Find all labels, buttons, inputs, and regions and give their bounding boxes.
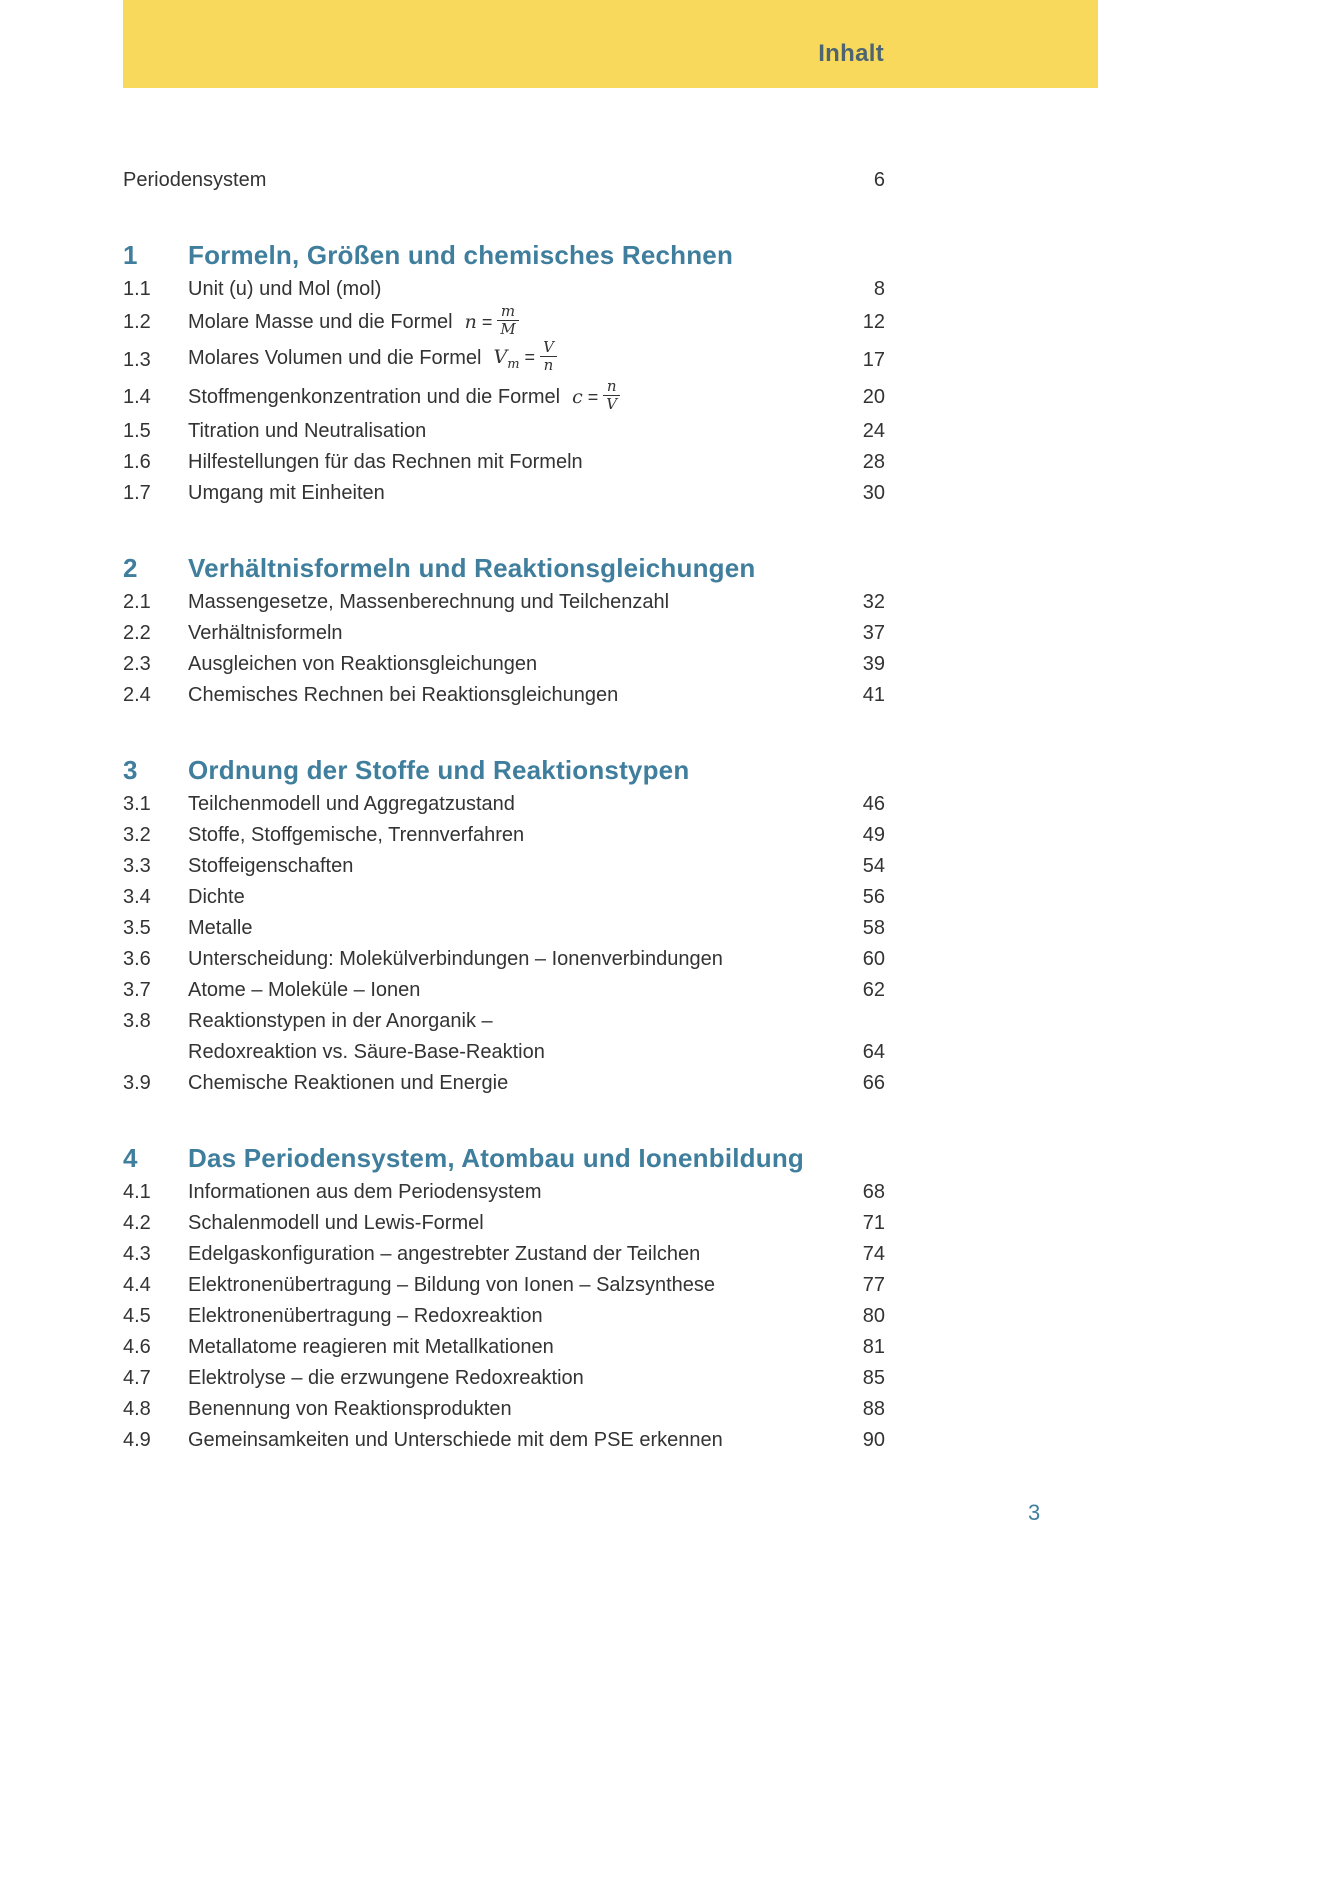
formula-variable: n	[464, 310, 477, 333]
chapter-number: 1	[123, 240, 138, 270]
section-title-text: Titration und Neutralisation	[188, 419, 427, 442]
section-title-text: Elektronenübertragung – Redoxreaktion	[188, 1304, 543, 1327]
toc-entry-3.6	[123, 944, 885, 975]
section-number: 3.1	[123, 792, 151, 815]
section-title-text: Verhältnisformeln	[188, 621, 343, 644]
section-title: Periodensystem	[123, 169, 267, 191]
toc-entry-4.2	[123, 1208, 885, 1239]
inline-formula	[493, 337, 556, 374]
section-title-text: Metallatome reagieren mit Metallkationen	[188, 1335, 554, 1358]
section-page: 49	[862, 823, 885, 846]
section-number: 4.1	[123, 1180, 151, 1203]
section-page: 81	[862, 1335, 885, 1358]
section-page: 37	[862, 621, 885, 644]
toc-entry-3.7	[123, 975, 885, 1006]
section-title	[188, 1208, 815, 1239]
fraction-numerator: V	[543, 337, 554, 356]
section-title	[188, 302, 815, 341]
section-title	[188, 913, 815, 944]
section-title-text: Dichte	[188, 885, 245, 908]
section-title-text-line2: Redoxreaktion vs. Säure-Base-Reaktion	[188, 1040, 545, 1063]
section-title-text: Hilfestellungen für das Rechnen mit Formeln	[188, 450, 583, 473]
section-page: 46	[862, 792, 885, 815]
inline-formula	[464, 302, 519, 339]
section-number: 3.3	[123, 854, 151, 877]
toc-entry-4.1	[123, 1177, 885, 1208]
section-title-text: Teilchenmodell und Aggregatzustand	[188, 792, 515, 815]
chapter-title: Verhältnisformeln und Reaktionsgleichungen	[188, 552, 756, 583]
section-title-text: Elektronenübertragung – Bildung von Ionen – Salzsynthese	[188, 1273, 716, 1296]
fraction-denominator: n	[540, 356, 557, 374]
section-page: 71	[862, 1211, 885, 1234]
section-page: 12	[862, 311, 885, 334]
chapter-4	[123, 1140, 885, 1456]
formula-variable: V	[493, 346, 508, 369]
section-number: 3.9	[123, 1071, 151, 1094]
section-page: 58	[862, 916, 885, 939]
section-number: 1.4	[123, 386, 151, 409]
section-title	[188, 1301, 815, 1332]
toc-entry-3.5	[123, 913, 885, 944]
fraction-numerator: m	[500, 302, 516, 320]
section-number: 4.7	[123, 1366, 151, 1389]
section-title-text: Umgang mit Einheiten	[188, 481, 385, 504]
toc-entry-1.2	[123, 302, 885, 341]
chapter-title: Das Periodensystem, Atombau und Ionenbildung	[188, 1142, 805, 1173]
section-title	[188, 944, 815, 975]
section-title	[188, 618, 815, 649]
section-page: 28	[862, 450, 885, 473]
section-title	[188, 975, 815, 1006]
section-number: 4.2	[123, 1211, 151, 1234]
section-number: 1.7	[123, 481, 151, 504]
toc-entry-3.3	[123, 851, 885, 882]
chapter-heading	[123, 752, 885, 789]
chapter-number: 2	[123, 552, 138, 583]
section-title-text: Benennung von Reaktionsprodukten	[188, 1397, 512, 1420]
toc-entry-3.1	[123, 789, 885, 820]
section-title-text: Edelgaskonfiguration – angestrebter Zustand der Teilchen	[188, 1242, 701, 1265]
toc-entry-2.2	[123, 618, 885, 649]
toc-entry-4.6	[123, 1332, 885, 1363]
toc-entry-1.5	[123, 416, 885, 447]
section-number: 2.2	[123, 621, 151, 644]
section-page: 56	[862, 885, 885, 908]
section-title	[188, 1394, 815, 1425]
toc-entry-1.7	[123, 478, 885, 509]
chapter-1	[123, 237, 885, 509]
chapter-heading	[123, 1140, 885, 1177]
section-page: 39	[862, 652, 885, 675]
section-title-text: Metalle	[188, 916, 253, 939]
section-page: 64	[862, 1040, 885, 1063]
section-page: 68	[862, 1180, 885, 1203]
section-number: 4.9	[123, 1428, 151, 1451]
section-title	[188, 851, 815, 882]
toc-entry-3.2	[123, 820, 885, 851]
toc-entry-3.4	[123, 882, 885, 913]
section-title	[188, 1177, 815, 1208]
section-page: 20	[862, 386, 885, 409]
section-title-text: Atome – Moleküle – Ionen	[188, 978, 421, 1001]
section-title	[188, 1363, 815, 1394]
section-page: 80	[862, 1304, 885, 1327]
fraction	[540, 339, 557, 375]
fraction	[497, 303, 518, 339]
fraction-denominator: V	[603, 395, 620, 413]
section-number: 4.5	[123, 1304, 151, 1327]
section-number: 3.6	[123, 947, 151, 970]
section-page: 30	[862, 481, 885, 504]
fraction	[603, 378, 620, 414]
chapter-number: 3	[123, 754, 138, 785]
section-title-text: Stoffmengenkonzentration und die Formel	[188, 385, 561, 408]
section-page: 54	[862, 854, 885, 877]
section-title	[188, 416, 815, 447]
section-number: 2.3	[123, 652, 151, 675]
toc-entry-periodensystem	[123, 165, 885, 196]
section-title	[188, 649, 815, 680]
section-title-text: Ausgleichen von Reaktionsgleichungen	[188, 652, 538, 675]
section-number: 1.1	[123, 278, 151, 300]
section-page: 77	[862, 1273, 885, 1296]
table-of-contents	[123, 165, 885, 1456]
section-title	[188, 1239, 815, 1270]
toc-entry-2.1	[123, 587, 885, 618]
section-title-text: Reaktionstypen in der Anorganik –	[188, 1009, 493, 1032]
section-title-text: Elektrolyse – die erzwungene Redoxreaktion	[188, 1366, 584, 1389]
section-page: 88	[862, 1397, 885, 1420]
section-title	[188, 789, 815, 820]
toc-entry-4.3	[123, 1239, 885, 1270]
section-page: 60	[862, 947, 885, 970]
section-page: 85	[862, 1366, 885, 1389]
page-header-title: Inhalt	[818, 40, 884, 67]
section-page: 90	[862, 1428, 885, 1451]
section-page: 74	[862, 1242, 885, 1265]
toc-entry-4.7	[123, 1363, 885, 1394]
section-title-text: Molares Volumen und die Formel	[188, 346, 482, 369]
chapter-heading	[123, 550, 885, 587]
chapter-title: Ordnung der Stoffe und Reaktionstypen	[188, 754, 690, 785]
chapter-title: Formeln, Größen und chemisches Rechnen	[188, 240, 734, 270]
section-title	[188, 1068, 815, 1099]
section-title	[188, 274, 815, 305]
section-title-text: Chemisches Rechnen bei Reaktionsgleichungen	[188, 683, 619, 706]
toc-entry-4.5	[123, 1301, 885, 1332]
section-number: 3.4	[123, 885, 151, 908]
section-title	[188, 1006, 815, 1068]
section-title-text: Gemeinsamkeiten und Unterschiede mit dem PSE erkennen	[188, 1428, 723, 1451]
section-title-text: Stoffeigenschaften	[188, 854, 354, 877]
formula-variable: c	[572, 385, 583, 408]
section-title	[188, 1332, 815, 1363]
section-page: 66	[862, 1071, 885, 1094]
toc-entry-1.3	[123, 337, 885, 381]
section-title-text: Molare Masse und die Formel	[188, 310, 453, 333]
section-number: 3.2	[123, 823, 151, 846]
chapter-3	[123, 752, 885, 1099]
section-number: 2.1	[123, 590, 151, 613]
equals-sign: =	[524, 347, 536, 368]
chapter-number: 4	[123, 1142, 138, 1173]
section-page: 32	[862, 590, 885, 613]
section-title	[188, 1425, 815, 1456]
section-number: 1.5	[123, 419, 151, 442]
equals-sign: =	[587, 386, 599, 407]
toc-entry-2.3	[123, 649, 885, 680]
chapter-heading	[123, 237, 885, 274]
section-number: 1.2	[123, 311, 151, 334]
formula-subscript: m	[507, 357, 520, 373]
section-page: 41	[862, 683, 885, 706]
toc-entry-4.9	[123, 1425, 885, 1456]
section-number: 1.3	[123, 348, 151, 371]
page-number: 3	[1028, 1500, 1041, 1525]
section-title	[188, 680, 815, 711]
section-title	[188, 478, 815, 509]
section-number: 3.5	[123, 916, 151, 939]
section-title-text: Stoffe, Stoffgemische, Trennverfahren	[188, 823, 525, 846]
section-page: 24	[862, 419, 885, 442]
section-title	[188, 1270, 815, 1301]
chapter-2	[123, 550, 885, 711]
toc-entry-3.8	[123, 1006, 885, 1068]
section-title-text: Unterscheidung: Molekülverbindungen – Ionenverbindungen	[188, 947, 723, 970]
section-number: 4.8	[123, 1397, 151, 1420]
section-title	[188, 377, 815, 416]
toc-entry-4.4	[123, 1270, 885, 1301]
section-title	[188, 820, 815, 851]
section-number: 1.6	[123, 450, 151, 473]
section-title-text: Unit (u) und Mol (mol)	[188, 278, 382, 300]
fraction-numerator: n	[606, 377, 617, 396]
inline-formula	[572, 377, 620, 414]
section-page: 6	[873, 169, 885, 191]
toc-entry-1.1	[123, 274, 885, 305]
toc-entry-1.6	[123, 447, 885, 478]
section-title-text: Informationen aus dem Periodensystem	[188, 1180, 542, 1203]
section-number: 3.7	[123, 978, 151, 1001]
toc-entry-2.4	[123, 680, 885, 711]
section-title-text: Massengesetze, Massenberechnung und Teilchenzahl	[188, 590, 670, 613]
section-number: 4.6	[123, 1335, 151, 1358]
section-page: 8	[873, 278, 885, 300]
section-page: 62	[862, 978, 885, 1001]
toc-entry-3.9	[123, 1068, 885, 1099]
section-number: 2.4	[123, 683, 151, 706]
toc-entry-4.8	[123, 1394, 885, 1425]
section-number: 3.8	[123, 1009, 151, 1032]
equals-sign: =	[481, 311, 493, 332]
section-title	[188, 337, 815, 381]
section-number: 4.3	[123, 1242, 151, 1265]
section-number: 4.4	[123, 1273, 151, 1296]
section-page: 17	[862, 348, 885, 371]
fraction-denominator: M	[497, 320, 518, 338]
section-title	[188, 882, 815, 913]
section-title-text: Schalenmodell und Lewis-Formel	[188, 1211, 484, 1234]
section-title-text: Chemische Reaktionen und Energie	[188, 1071, 509, 1094]
section-title	[188, 447, 815, 478]
toc-entry-1.4	[123, 377, 885, 416]
toc-chapters	[123, 237, 885, 1456]
header-band	[123, 0, 1098, 88]
section-title	[188, 587, 815, 618]
